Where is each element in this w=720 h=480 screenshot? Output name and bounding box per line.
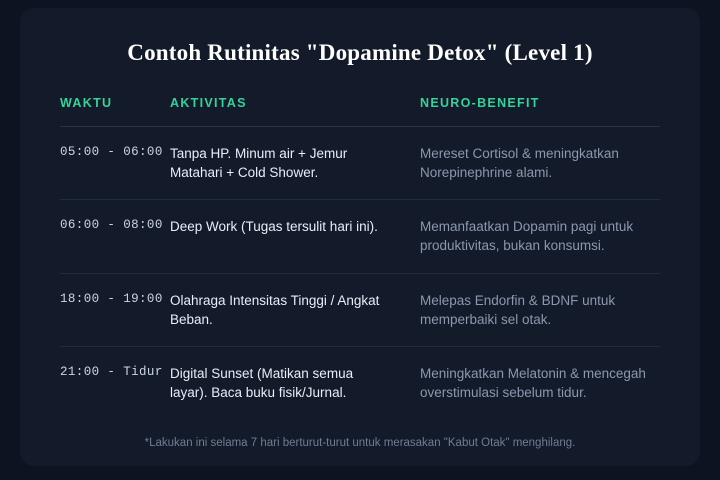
table-row: [60, 346, 660, 419]
cell-time: 06:00 - 08:00: [60, 200, 170, 273]
column-header-waktu: WAKTU: [60, 96, 113, 110]
cell-benefit: Melepas Endorfin & BDNF untuk memperbaiki sel otak.: [420, 273, 660, 346]
table-row: [60, 200, 660, 273]
routine-table: [60, 96, 660, 419]
cell-time: 21:00 - Tidur: [60, 364, 163, 379]
column-header-neuro-benefit: NEURO-BENEFIT: [420, 96, 540, 110]
page-title: Contoh Rutinitas "Dopamine Detox" (Level 1): [127, 40, 593, 65]
cell-time: 18:00 - 19:00: [60, 273, 170, 346]
footnote: *Lakukan ini selama 7 hari berturut-turut untuk merasakan "Kabut Otak" menghilang.: [144, 437, 576, 450]
cell-activity: Olahraga Intensitas Tinggi / Angkat Beban.: [170, 273, 420, 346]
routine-card: [20, 8, 700, 466]
table-body: [60, 127, 660, 420]
table-header-row: [60, 96, 660, 127]
cell-benefit: Meningkatkan Melatonin & mencegah overstimulasi sebelum tidur.: [420, 365, 646, 401]
cell-benefit: Memanfaatkan Dopamin pagi untuk produktivitas, bukan konsumsi.: [420, 200, 660, 273]
cell-activity: Deep Work (Tugas tersulit hari ini).: [170, 200, 420, 273]
table-row: [60, 127, 660, 200]
cell-activity: Tanpa HP. Minum air + Jemur Matahari + Cold Shower.: [170, 127, 420, 200]
column-header-aktivitas: AKTIVITAS: [170, 96, 247, 110]
cell-time: 05:00 - 06:00: [60, 127, 170, 200]
table-header: [60, 96, 660, 127]
table-row: [60, 273, 660, 346]
cell-benefit: Mereset Cortisol & meningkatkan Norepinephrine alami.: [420, 127, 660, 200]
cell-activity: Digital Sunset (Matikan semua layar). Baca buku fisik/Jurnal.: [170, 365, 354, 401]
